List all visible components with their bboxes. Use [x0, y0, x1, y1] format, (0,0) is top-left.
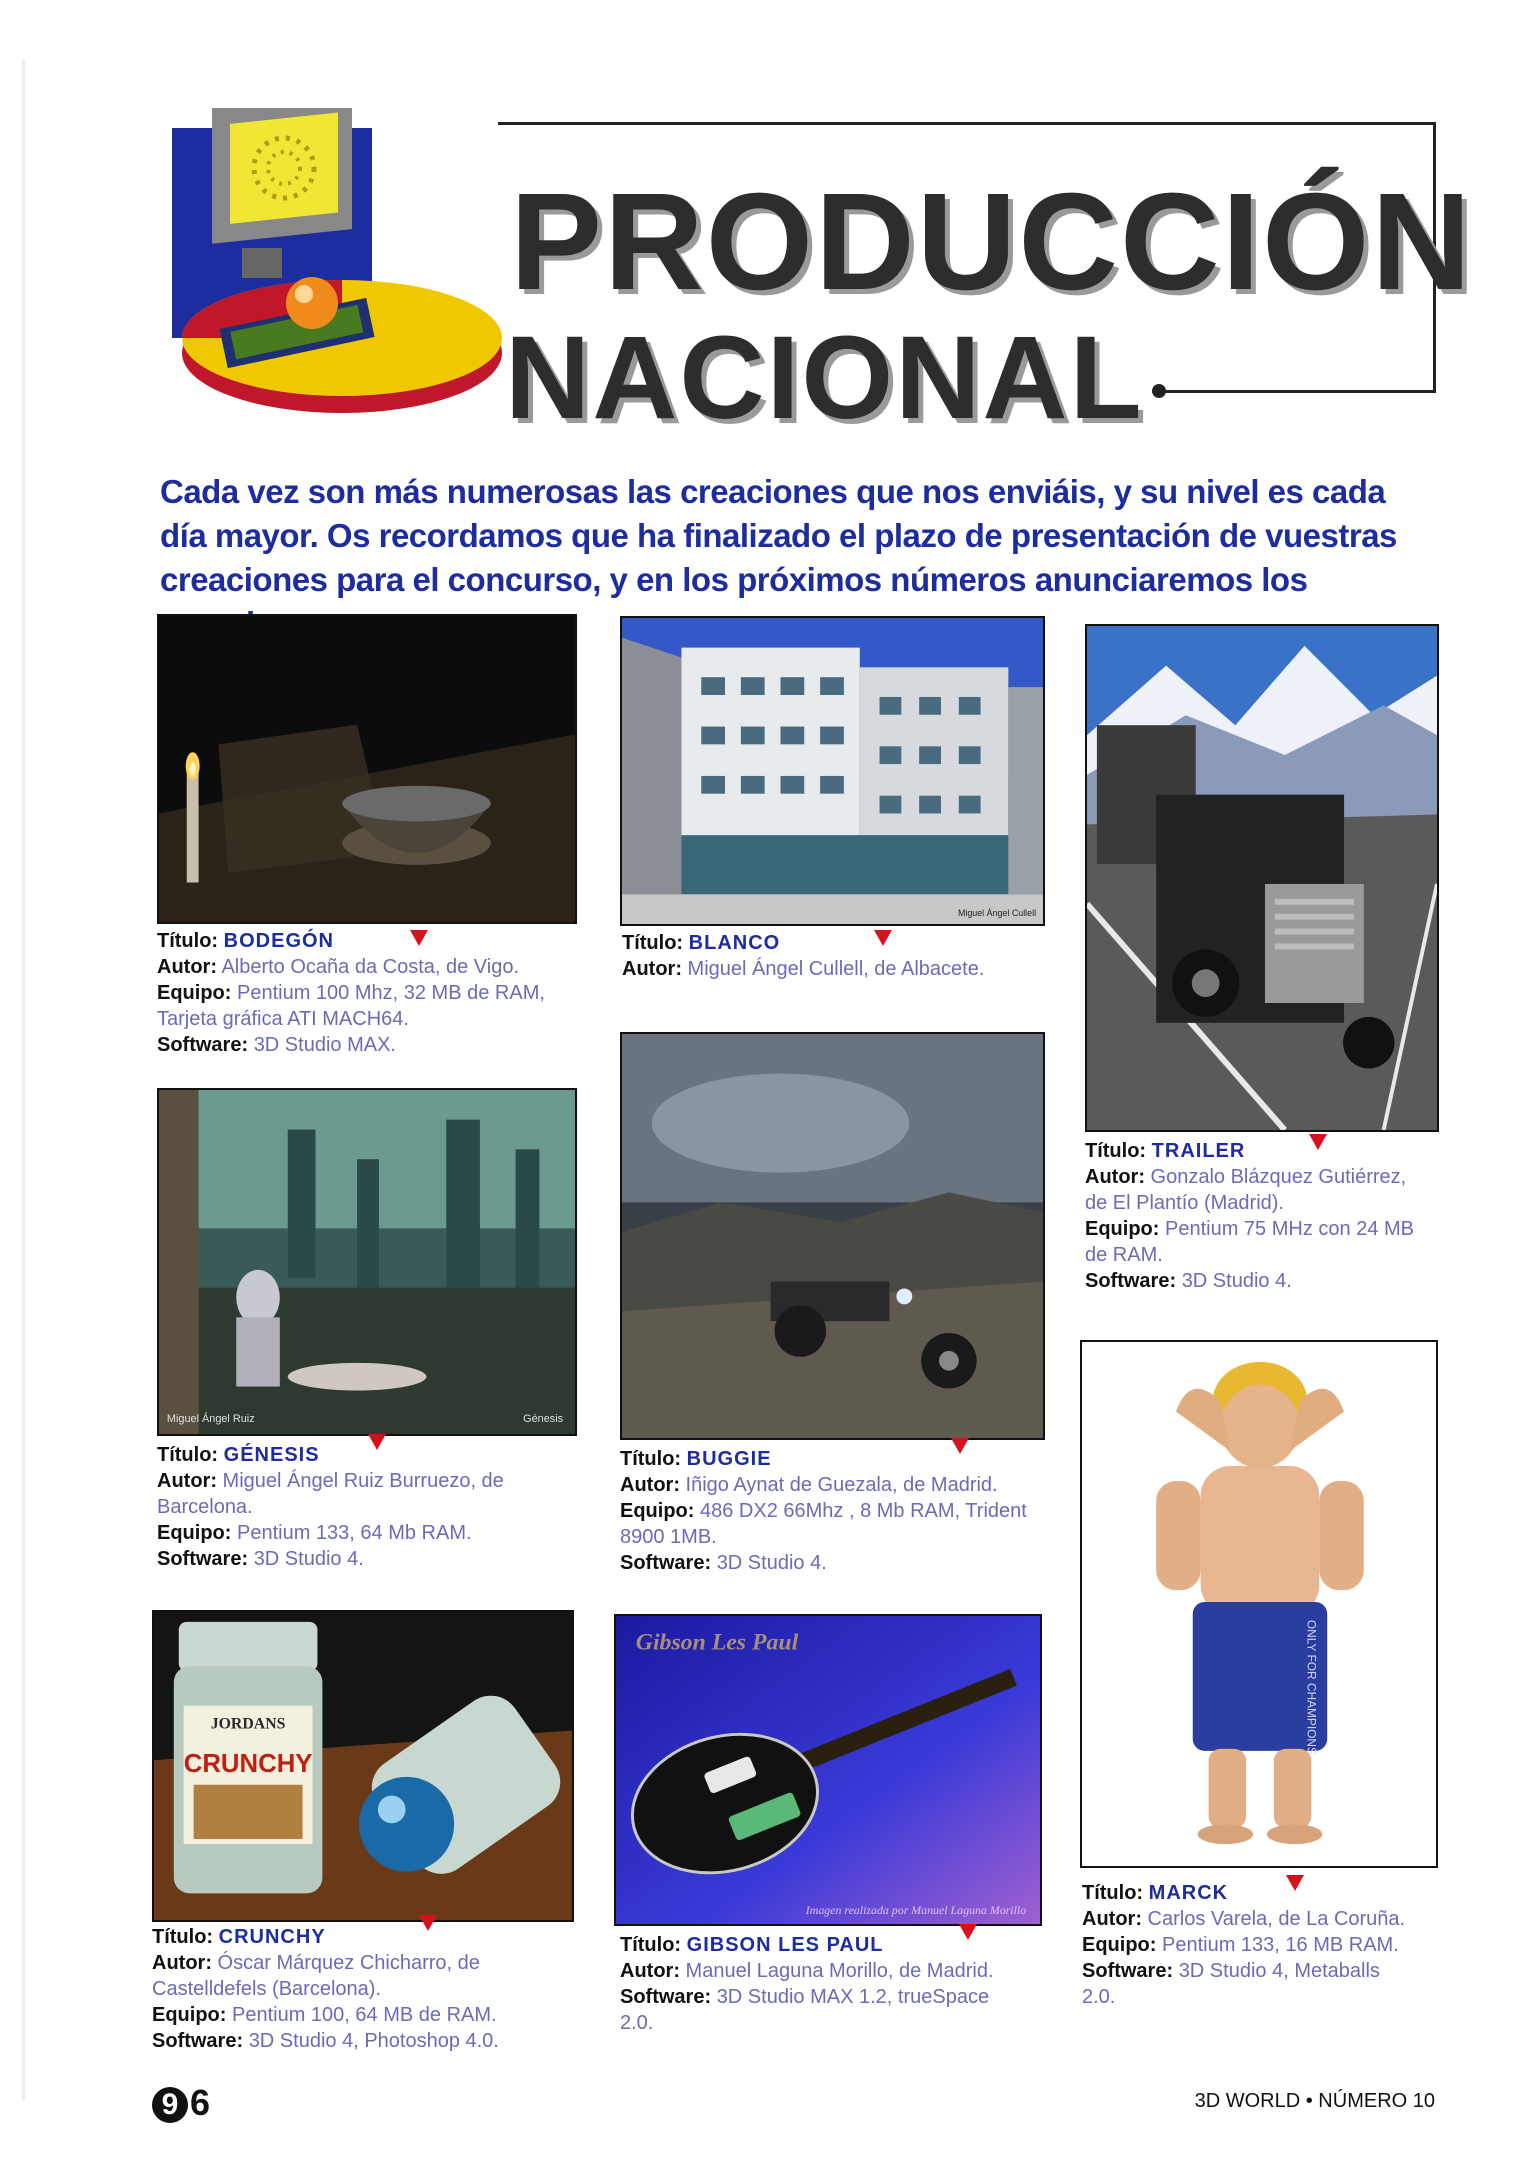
genesis-image — [157, 1088, 577, 1436]
gibson-marker — [959, 1924, 977, 1940]
trailer-title: TRAILER — [1151, 1140, 1246, 1162]
marck-title: MARCK — [1148, 1882, 1229, 1904]
marck-shorts-text: ONLY FOR CHAMPIONS — [1304, 1619, 1319, 1755]
buggie-image — [620, 1032, 1045, 1440]
genesis-image-credit: Miguel Ángel Ruiz — [166, 1413, 255, 1426]
bodegon-marker — [410, 930, 428, 946]
page-number-circle: 9 — [152, 2087, 188, 2123]
header-underline — [1160, 390, 1436, 393]
genesis-image-title: Génesis — [523, 1413, 564, 1426]
magazine-footer: 3D WORLD • NÚMERO 10 — [1194, 2090, 1435, 2112]
crunchy-marker — [419, 1915, 437, 1931]
header-bullet-dot — [1152, 384, 1166, 398]
gibson-image — [614, 1614, 1042, 1926]
buggie-caption: Título: BUGGIE Autor: Iñigo Aynat de Guezala, de Madrid. Equipo: 486 DX2 66Mhz , 8 Mb RAM, Trident 8900 1MB. Software: 3D Studio 4. — [620, 1448, 1027, 1574]
genesis-caption: Título: GÉNESIS Autor: Miguel Ángel Ruiz Burruezo, de Barcelona. Equipo: Pentium 133, 64 Mb RAM. Software: 3D Studio 4. — [157, 1444, 504, 1570]
bodegon-title: BODEGÓN — [223, 930, 334, 952]
page-title-line-2: NACIONAL — [505, 312, 1144, 444]
section-logo-illustration — [172, 108, 502, 438]
gibson-image-credit: Imagen realizada por Manuel Laguna Morillo — [805, 1903, 1027, 1918]
trailer-image — [1085, 624, 1439, 1132]
bodegon-caption: Título: BODEGÓN Autor: Alberto Ocaña da Costa, de Vigo. Equipo: Pentium 100 Mhz, 32 MB de RAM, Tarjeta gráfica ATI MACH64. Software: 3D Studio MAX. — [157, 930, 545, 1056]
blanco-marker — [874, 930, 892, 946]
trailer-marker — [1309, 1134, 1327, 1150]
marck-caption: Título: MARCK Autor: Carlos Varela, de La Coruña. Equipo: Pentium 133, 16 MB RAM. Software: 3D Studio 4, Metaballs 2.0. — [1082, 1882, 1406, 2008]
page-number: 9 6 — [152, 2082, 210, 2124]
crunchy-label-brand: JORDANS — [210, 1715, 286, 1733]
page-title-line-1: PRODUCCIÓN — [510, 165, 1474, 319]
genesis-marker — [368, 1434, 386, 1450]
gibson-caption: Título: GIBSON LES PAUL Autor: Manuel Laguna Morillo, de Madrid. Software: 3D Studio MAX 1.2, trueSpace 2.0. — [620, 1934, 994, 2034]
bodegon-image — [157, 614, 577, 924]
blanco-image-credit: Miguel Ángel Cullell — [957, 908, 1037, 919]
blanco-caption: Título: BLANCO Autor: Miguel Ángel Cullell, de Albacete. — [622, 932, 985, 980]
intro-paragraph: Cada vez son más numerosas las creaciones que nos enviáis, y su nivel es cada día mayor. Os recordamos que ha finalizado el plazo de presentación de vuestras creaciones para el concurso, y en los próximos números anunciaremos los — [160, 473, 1397, 598]
marck-image — [1080, 1340, 1438, 1868]
marck-marker — [1286, 1875, 1304, 1891]
crunchy-label-product: CRUNCHY — [183, 1749, 313, 1778]
buggie-title: BUGGIE — [686, 1448, 772, 1470]
crunchy-image — [152, 1610, 574, 1922]
crunchy-caption: Título: CRUNCHY Autor: Óscar Márquez Chicharro, de Castelldefels (Barcelona). Equipo: Pentium 100, 64 MB de RAM. Software: 3D Studio 4, Photoshop 4.0. — [152, 1926, 499, 2052]
crunchy-title: CRUNCHY — [218, 1926, 326, 1948]
buggie-marker — [951, 1438, 969, 1454]
blanco-image — [620, 616, 1045, 926]
blanco-title: BLANCO — [688, 932, 781, 954]
gibson-image-title: Gibson Les Paul — [635, 1629, 799, 1656]
page-spine-line — [22, 60, 25, 2100]
trailer-caption: Título: TRAILER Autor: Gonzalo Blázquez Gutiérrez, de El Plantío (Madrid). Equipo: Pentium 75 MHz con 24 MB de RAM. Software: 3D Studio 4. — [1085, 1140, 1414, 1292]
gibson-title: GIBSON LES PAUL — [686, 1934, 884, 1956]
genesis-title: GÉNESIS — [223, 1444, 320, 1466]
